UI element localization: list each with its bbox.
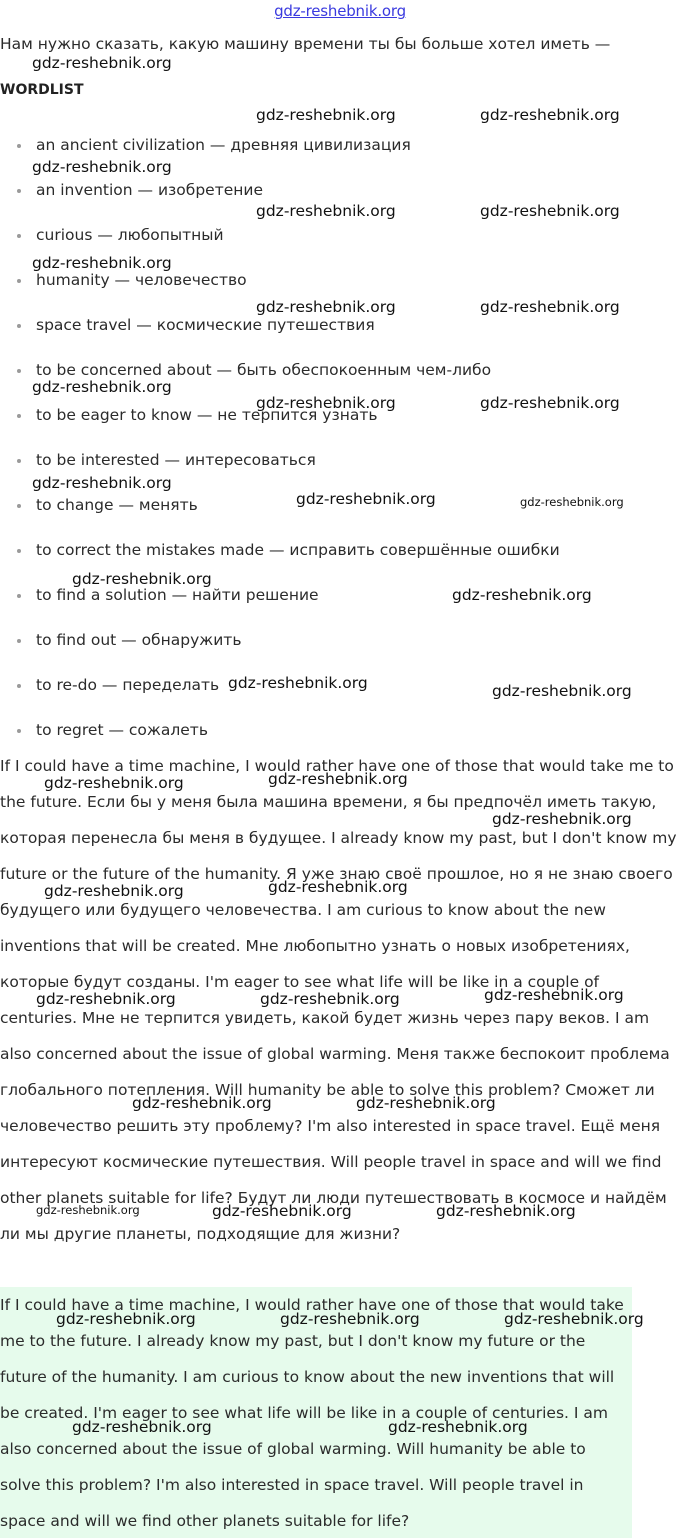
watermark: gdz-reshebnik.org [492,682,632,700]
wordlist-item: to re-do — переделать [0,670,680,715]
watermark: gdz-reshebnik.org [32,254,172,272]
watermark: gdz-reshebnik.org [480,298,620,316]
watermark: gdz-reshebnik.org [388,1418,528,1436]
watermark: gdz-reshebnik.org [132,1094,272,1112]
watermark: gdz-reshebnik.org [36,990,176,1008]
watermark: gdz-reshebnik.org [44,882,184,900]
watermark: gdz-reshebnik.org [72,1418,212,1436]
wordlist-item: to be interested — интересоваться [0,445,680,490]
watermark: gdz-reshebnik.org [256,394,396,412]
watermark: gdz-reshebnik.org [452,586,592,604]
watermark: gdz-reshebnik.org [280,1310,420,1328]
watermark: gdz-reshebnik.org [32,474,172,492]
watermark: gdz-reshebnik.org [492,810,632,828]
watermark: gdz-reshebnik.org [32,378,172,396]
watermark: gdz-reshebnik.org [504,1310,644,1328]
watermark: gdz-reshebnik.org [256,298,396,316]
watermark: gdz-reshebnik.org [72,570,212,588]
wordlist-item: humanity — человечество [0,265,680,310]
translation-paragraph: If I could have a time machine, I would rather have one of those that would take me to the future. Если бы у меня была машина времени, я бы предпочёл иметь такую, которая перенесла бы меня в будущее. I already know my past, but I don't know my future or the future of the humanity. Я уже знаю своё прошлое, но я не знаю своего будущего или будущего человечества. I am curious to know about the new inventions that will be created. Мне любопытно узнать о новых изобретениях, которые будут созданы. I'm eager to see what life will be like in a couple of centuries. Мне не терпится увидеть, какой будет жизнь через пару веков. I am also concerned about the issue of global warming. Меня также беспокоит проблема глобального потепления. Will humanity be able to solve this problem? Сможет ли человечество решить эту проблему? I'm also interested in space travel. Ещё меня интересуют космические путешествия. Will people travel in space and will we find other planets suitable for life? Будут ли люди путешествовать в космосе и найдём ли мы другие планеты, подходящие для жизни? [0,757,677,1243]
watermark: gdz-reshebnik.org [32,54,172,72]
wordlist-item: to correct the mistakes made — исправить совершённые ошибки [0,535,680,580]
watermark: gdz-reshebnik.org [268,770,408,788]
wordlist-title: WORDLIST [0,82,84,98]
watermark: gdz-reshebnik.org [268,878,408,896]
watermark: gdz-reshebnik.org [356,1094,496,1112]
watermark: gdz-reshebnik.org [228,674,368,692]
watermark: gdz-reshebnik.org [56,1310,196,1328]
intro-text: Нам нужно сказать, какую машину времени ты бы больше хотел иметь — [0,35,611,53]
answer-paragraph: If I could have a time machine, I would rather have one of those that would take me to the future. I already know my past, but I don't know my future or the future of the humanity. I am curious to know about the new inventions that will be created. I'm eager to see what life will be like in a couple of centuries. I am also concerned about the issue of global warming. Will humanity be able to solve this problem? I'm also interested in space travel. Will people travel in space and will we find other planets suitable for life? [0,1296,624,1530]
watermark: gdz-reshebnik.org [480,106,620,124]
wordlist-item: to find a solution — найти решение [0,580,680,625]
wordlist-item: an ancient civilization — древняя цивилизация [0,130,680,175]
wordlist-item: to find out — обнаружить [0,625,680,670]
wordlist-item: to regret — сожалеть [0,715,680,760]
wordlist-item: to be concerned about — быть обеспокоенным чем-либо [0,355,680,400]
watermark: gdz-reshebnik.org [212,1202,352,1220]
watermark: gdz-reshebnik.org [256,202,396,220]
watermark: gdz-reshebnik.org [480,394,620,412]
wordlist-item: to be eager to know — не терпится узнать [0,400,680,445]
watermark: gdz-reshebnik.org [436,1202,576,1220]
watermark: gdz-reshebnik.org [480,202,620,220]
wordlist-item: an invention — изобретение [0,175,680,220]
watermark: gdz-reshebnik.org [44,774,184,792]
watermark: gdz-reshebnik.org [36,1203,140,1217]
watermark: gdz-reshebnik.org [260,990,400,1008]
watermark: gdz-reshebnik.org [520,495,624,509]
wordlist-item: curious — любопытный [0,220,680,265]
wordlist [0,130,680,760]
watermark: gdz-reshebnik.org [296,490,436,508]
wordlist-item: to change — менять [0,490,680,535]
watermark: gdz-reshebnik.org [484,986,624,1004]
wordlist-item: space travel — космические путешествия [0,310,680,355]
watermark: gdz-reshebnik.org [32,158,172,176]
watermark: gdz-reshebnik.org [256,106,396,124]
site-header-link[interactable]: gdz-reshebnik.org [274,2,406,20]
